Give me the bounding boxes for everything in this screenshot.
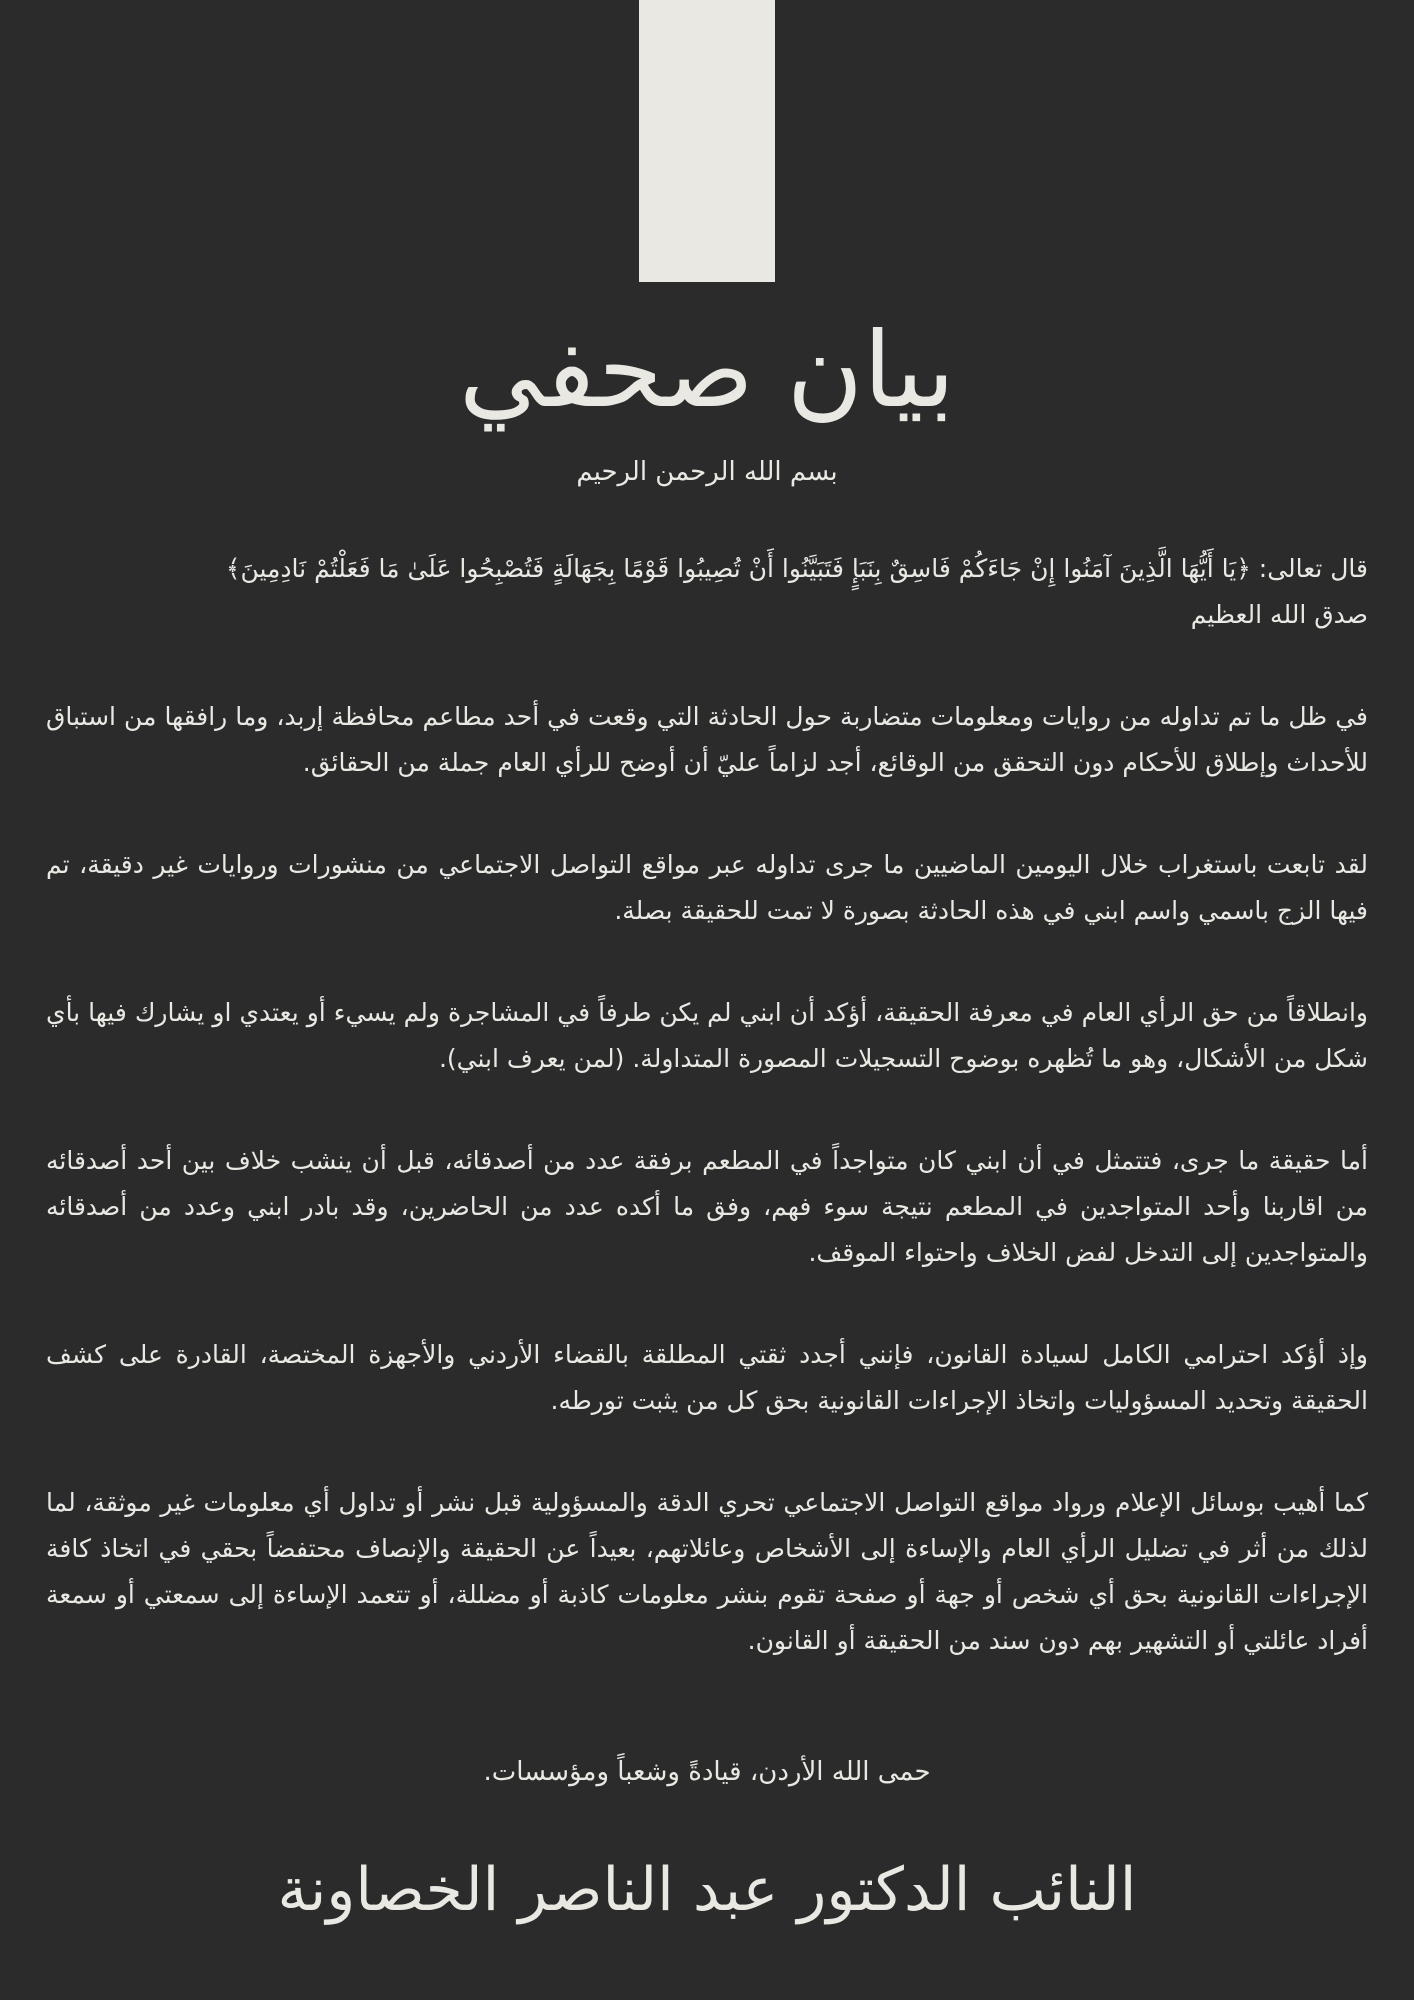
page-title: بيان صحفي bbox=[458, 309, 956, 431]
basmala: بسم الله الرحمن الرحيم bbox=[576, 457, 838, 487]
paragraph: لقد تابعت باستغراب خلال اليومين الماضيين ما جرى تداوله عبر مواقع التواصل الاجتماعي من منشورات وروايات غير دقيقة، تم فيها الزج باسمي واسم ابني في هذه الحادثة بصورة لا تمت للحقيقة بصلة. bbox=[46, 850, 1368, 925]
paragraph: وانطلاقاً من حق الرأي العام في معرفة الحقيقة، أؤكد أن ابني لم يكن طرفاً في المشاجرة ولم يسيء أو يعتدي او يشارك فيها بأي شكل من الأشكال، وهو ما تُظهره بوضوح التسجيلات المصورة المتداولة. (لمن يعرف ابني). bbox=[46, 998, 1368, 1073]
paragraph: كما أهيب بوسائل الإعلام ورواد مواقع التواصل الاجتماعي تحري الدقة والمسؤولية قبل نشر أو تداول أي معلومات غير موثقة، لما لذلك من أثر في تضليل الرأي العام والإساءة إلى الأشخاص وعائلاتهم، بعيداً عن الحقيقة والإنصاف محتفضاً بحقي في اتخاذ كافة الإجراءات القانونية بحق أي شخص أو جهة أو صفحة تقوم بنشر معلومات كاذبة أو مضللة، أو تتعمد الإساءة إلى سمعتي أو سمعة أفراد عائلتي أو التشهير بهم دون سند من الحقيقة أو القانون. bbox=[46, 1488, 1368, 1655]
statement-body bbox=[46, 546, 1368, 1720]
closing-line: حمى الله الأردن، قيادةً وشعباً ومؤسسات. bbox=[483, 1757, 931, 1787]
decorative-top-bar bbox=[639, 0, 775, 282]
verse-closing: صدق الله العظيم bbox=[1190, 600, 1368, 629]
signature: النائب الدكتور عبد الناصر الخصاونة bbox=[277, 1855, 1137, 1925]
paragraph: أما حقيقة ما جرى، فتتمثل في أن ابني كان متواجداً في المطعم برفقة عدد من أصدقائه، قبل أن ينشب خلاف بين أحد أصدقائه من اقاربنا وأحد المتواجدين في المطعم نتيجة سوء فهم، وفق ما أكده عدد من الحاضرين، وقد بادر ابني وعدد من أصدقائه والمتواجدين إلى التدخل لفض الخلاف واحتواء الموقف. bbox=[46, 1146, 1368, 1267]
quran-verse bbox=[46, 546, 1368, 638]
verse-text: قال تعالى: ﴿يَا أَيُّهَا الَّذِينَ آمَنُوا إِنْ جَاءَكُمْ فَاسِقٌ بِنَبَإٍ فَتَبَيَّنُوا أَنْ تُصِيبُوا قَوْمًا بِجَهَالَةٍ فَتُصْبِحُوا عَلَىٰ مَا فَعَلْتُمْ نَادِمِينَ﴾ bbox=[225, 554, 1368, 583]
paragraph: وإذ أؤكد احترامي الكامل لسيادة القانون، فإنني أجدد ثقتي المطلقة بالقضاء الأردني والأجهزة المختصة، القادرة على كشف الحقيقة وتحديد المسؤوليات واتخاذ الإجراءات القانونية بحق كل من يثبت تورطه. bbox=[46, 1340, 1368, 1415]
paragraph: في ظل ما تم تداوله من روايات ومعلومات متضاربة حول الحادثة التي وقعت في أحد مطاعم محافظة إربد، وما رافقها من استباق للأحداث وإطلاق للأحكام دون التحقق من الوقائع، أجد لزاماً عليّ أن أوضح للرأي العام جملة من الحقائق. bbox=[46, 702, 1368, 777]
